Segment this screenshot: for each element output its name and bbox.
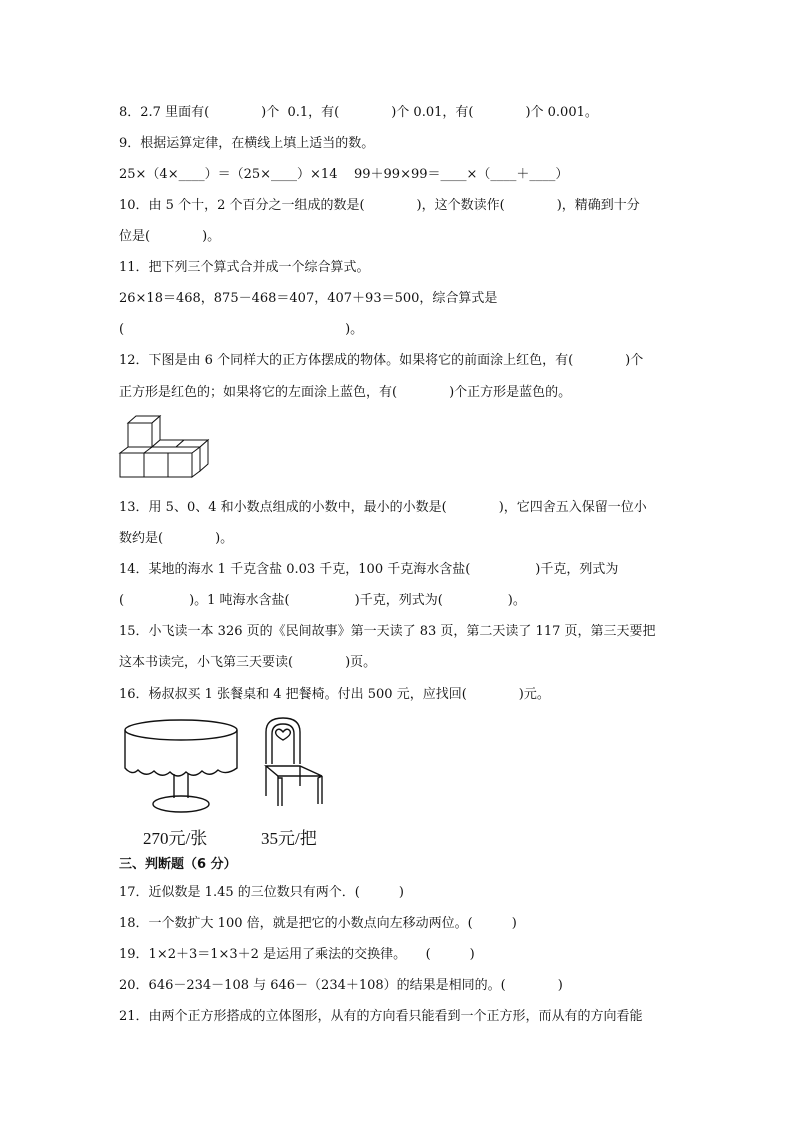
question-9-equation: 25×（4×____）＝（25×____）×14 99＋99×99＝____×（____＋____） [119,167,569,182]
cubes-icon [120,416,208,477]
question-16: 16．杨叔叔买 1 张餐桌和 4 把餐椅。付出 500 元，应找回( )元。 [119,687,550,702]
question-9: 9．根据运算定律，在横线上填上适当的数。 [119,136,375,151]
question-11-equations: 26×18＝468，875－468＝407，407＋93＝500，综合算式是 [119,291,498,306]
question-14: 14．某地的海水 1 千克含盐 0.03 千克，100 千克海水含盐( )千克，列式为 [119,562,619,577]
question-11: 11．把下列三个算式合并成一个综合算式。 [119,260,370,275]
question-13: 13．用 5、0、4 和小数点组成的小数中，最小的小数是( )，它四舍五入保留一位小 [119,500,647,515]
question-14-cont: ( )。1 吨海水含盐( )千克，列式为( )。 [119,593,526,608]
question-18: 18．一个数扩大 100 倍，就是把它的小数点向左移动两位。( ) [119,916,517,931]
table-icon [120,716,242,818]
question-10: 10．由 5 个十，2 个百分之一组成的数是( )，这个数读作( )，精确到十分 [119,198,640,213]
question-13-cont: 数约是( )。 [119,531,234,546]
question-20: 20．646－234－108 与 646－（234＋108）的结果是相同的。( ) [119,978,563,993]
section-heading-judgement: 三、判断题（6 分） [119,857,237,872]
question-12: 12．下图是由 6 个同样大的正方体摆成的物体。如果将它的前面涂上红色，有( )个 [119,353,644,368]
question-10-cont: 位是( )。 [119,229,221,244]
question-15: 15．小飞读一本 326 页的《民间故事》第一天读了 83 页，第二天读了 117 页，第三天要把 [119,624,656,639]
chair-price: 35元/把 [261,829,317,848]
question-12-cont: 正方形是红色的；如果将它的左面涂上蓝色，有( )个正方形是蓝色的。 [119,385,572,400]
question-8: 8．2.7 里面有( )个 0.1，有( )个 0.01，有( )个 0.001。 [119,105,598,120]
question-19: 19．1×2＋3＝1×3＋2 是运用了乘法的交换律。 ( ) [119,947,475,962]
question-17: 17．近似数是 1.45 的三位数只有两个．( ) [119,885,404,900]
question-15-cont: 这本书读完，小飞第三天要读( )页。 [119,655,377,670]
question-11-answer: ( )。 [119,322,364,337]
table-price: 270元/张 [143,829,208,848]
chair-icon [258,716,326,820]
cube-stack-figure [118,415,210,481]
question-21: 21．由两个正方形搭成的立体图形，从有的方向看只能看到一个正方形，而从有的方向看能 [119,1009,643,1024]
